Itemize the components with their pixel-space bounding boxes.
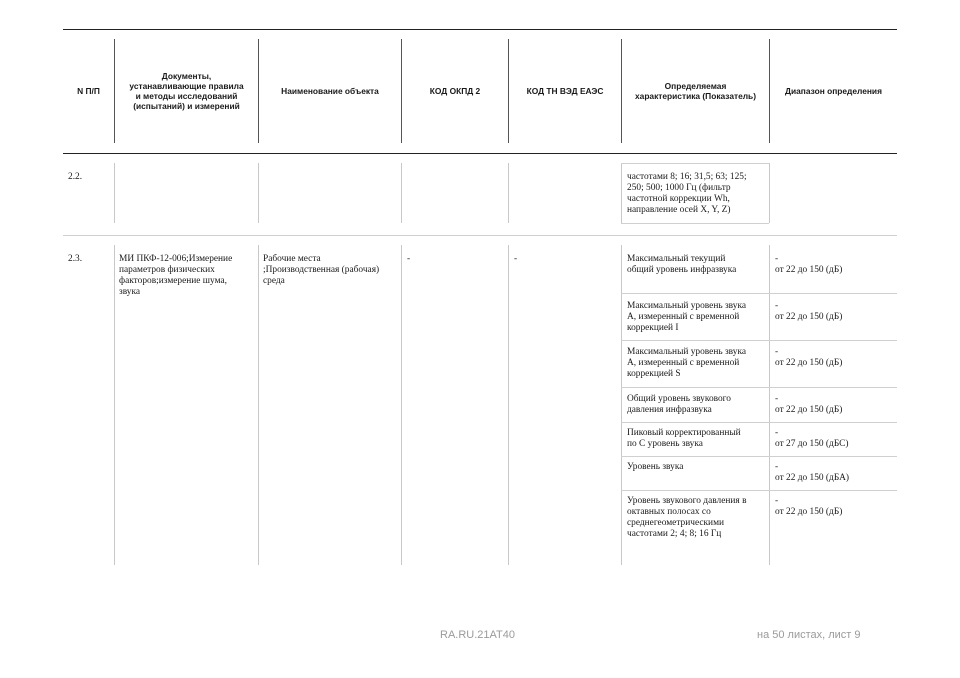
row-divider	[258, 245, 259, 565]
header-okpd: КОД ОКПД 2	[429, 86, 481, 96]
sub-row-border	[621, 456, 897, 457]
sub-row-border	[621, 293, 897, 294]
range-dash: -	[775, 347, 779, 357]
header-bottom-border	[63, 153, 897, 154]
characteristic-text: Уровень звукового давления в октавных полосах со среднегеометрическими частотами 2; 4; 8; 16 Гц	[627, 496, 747, 539]
tnved-code: -	[514, 254, 518, 264]
header-tnved: КОД ТН ВЭД ЕАЭС	[526, 86, 604, 96]
header-num: N П/П	[77, 86, 100, 96]
range-dash: -	[775, 462, 779, 472]
row-divider	[508, 163, 509, 223]
header-top-border	[63, 29, 897, 30]
row-divider	[769, 163, 770, 223]
range-dash: -	[775, 496, 779, 506]
document-text: МИ ПКФ-12-006;Измерение параметров физических факторов;измерение шума, звука	[119, 254, 233, 297]
characteristic-text: Пиковый корректированный по С уровень звука	[627, 428, 741, 449]
characteristic-text: Максимальный уровень звука А, измеренный с временной коррекцией I	[627, 301, 747, 333]
header-object: Наименование объекта	[281, 86, 379, 96]
cell-border	[621, 163, 769, 164]
header-range: Диапазон определения	[785, 86, 882, 96]
row-divider	[401, 163, 402, 223]
sub-row-border	[621, 387, 897, 388]
sub-row-border	[621, 340, 897, 341]
okpd-code: -	[407, 254, 411, 264]
object-text: Рабочие места ;Производственная (рабочая) среда	[263, 254, 380, 286]
cell-border	[621, 223, 769, 224]
characteristic-text: Общий уровень звукового давления инфразвука	[627, 394, 731, 415]
range-text: от 22 до 150 (дБА)	[775, 473, 849, 483]
range-text: от 22 до 150 (дБ)	[775, 312, 843, 322]
range-dash: -	[775, 301, 779, 311]
row-divider	[508, 245, 509, 565]
row-divider	[621, 163, 622, 223]
header-documents: Документы, устанавливающие правила и методы исследований (испытаний) и измерений	[129, 71, 244, 111]
row-separator	[63, 235, 897, 236]
row-number: 2.3.	[68, 254, 83, 264]
range-dash: -	[775, 394, 779, 404]
page-info: на 50 листах, лист 9	[757, 629, 861, 641]
header-characteristic: Определяемая характеристика (Показатель)	[635, 81, 756, 101]
characteristic-text: Уровень звука	[627, 462, 684, 472]
range-text: от 27 до 150 (дБС)	[775, 439, 849, 449]
doc-id: RA.RU.21АТ40	[440, 629, 515, 641]
range-text: от 22 до 150 (дБ)	[775, 507, 843, 517]
range-dash: -	[775, 254, 779, 264]
row-divider	[401, 245, 402, 565]
sub-row-border	[621, 490, 897, 491]
range-dash: -	[775, 428, 779, 438]
range-text: от 22 до 150 (дБ)	[775, 358, 843, 368]
range-text: от 22 до 150 (дБ)	[775, 405, 843, 415]
range-text: от 22 до 150 (дБ)	[775, 265, 843, 275]
row-divider	[114, 245, 115, 565]
characteristic-text: Максимальный текущий общий уровень инфразвука	[627, 254, 737, 275]
row-number: 2.2.	[68, 172, 83, 182]
sub-row-border	[621, 422, 897, 423]
row-divider	[258, 163, 259, 223]
characteristic-text: частотами 8; 16; 31,5; 63; 125; 250; 500; 1000 Гц (фильтр частотной коррекции Wh, направление осей X, Y, Z)	[627, 172, 747, 215]
characteristic-text: Максимальный уровень звука А, измеренный с временной коррекцией S	[627, 347, 747, 379]
row-divider	[114, 163, 115, 223]
